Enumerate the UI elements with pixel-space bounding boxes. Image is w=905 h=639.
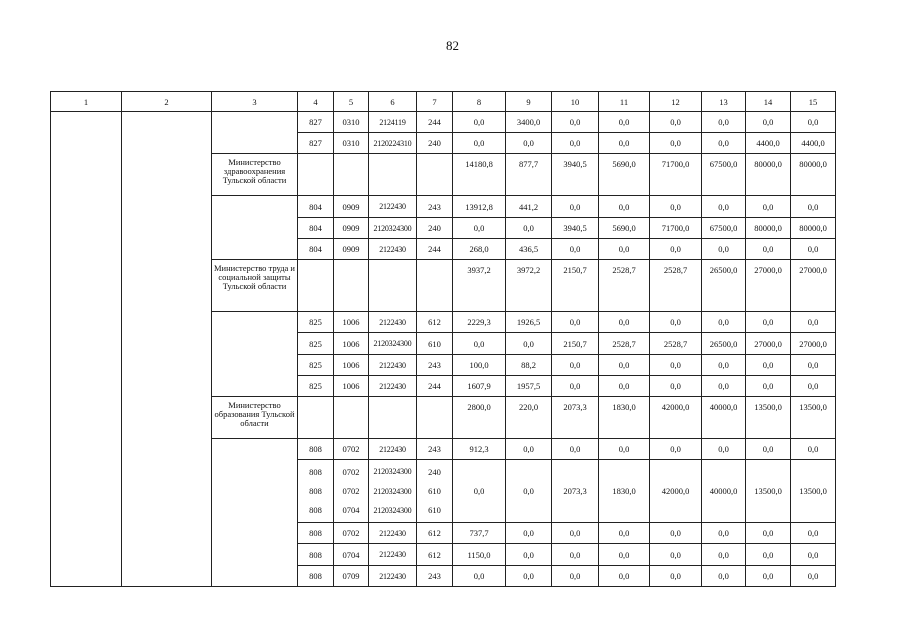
value-cell: 3937,2	[453, 260, 506, 312]
code-stack	[369, 462, 416, 520]
code-cell: 2122430	[369, 355, 417, 376]
code-cell: 240	[417, 218, 453, 239]
value-cell	[369, 397, 417, 439]
value-cell: 0,0	[453, 218, 506, 239]
value-cell: 0,0	[599, 355, 650, 376]
value-cell: 0,0	[599, 133, 650, 154]
code-cell: 825	[298, 312, 334, 333]
column-header: 15	[791, 92, 836, 112]
value-cell: 0,0	[599, 566, 650, 587]
code-cell	[369, 460, 417, 523]
value-cell: 0,0	[650, 239, 702, 260]
value-cell: 2528,7	[599, 260, 650, 312]
value-cell	[417, 260, 453, 312]
budget-table	[50, 91, 836, 587]
code-cell: 0709	[334, 566, 369, 587]
code-cell: 2122430	[369, 544, 417, 566]
value-cell: 0,0	[506, 566, 552, 587]
code-cell: 827	[298, 112, 334, 133]
code-line: 808	[309, 505, 322, 515]
value-cell: 0,0	[746, 239, 791, 260]
value-cell: 0,0	[552, 239, 599, 260]
code-cell: 808	[298, 523, 334, 544]
value-cell: 42000,0	[650, 460, 702, 523]
code-cell: 0909	[334, 239, 369, 260]
value-cell	[334, 260, 369, 312]
value-cell: 0,0	[650, 133, 702, 154]
col3-cell	[212, 112, 298, 154]
value-cell: 13500,0	[746, 460, 791, 523]
code-cell: 804	[298, 196, 334, 218]
code-cell: 808	[298, 544, 334, 566]
value-cell: 0,0	[650, 196, 702, 218]
value-cell: 13500,0	[791, 397, 836, 439]
value-cell: 0,0	[453, 133, 506, 154]
code-cell: 2120224310	[369, 133, 417, 154]
column-header: 3	[212, 92, 298, 112]
code-cell: 2122430	[369, 523, 417, 544]
code-cell: 1006	[334, 355, 369, 376]
value-cell: 0,0	[791, 566, 836, 587]
value-cell: 737,7	[453, 523, 506, 544]
value-cell: 42000,0	[650, 397, 702, 439]
col3-cell	[212, 312, 298, 397]
value-cell: 0,0	[650, 355, 702, 376]
value-cell: 0,0	[650, 523, 702, 544]
column-header: 12	[650, 92, 702, 112]
code-cell: 1006	[334, 333, 369, 355]
value-cell: 2528,7	[599, 333, 650, 355]
code-cell: 827	[298, 133, 334, 154]
column-header: 8	[453, 92, 506, 112]
value-cell: 0,0	[506, 333, 552, 355]
column-header: 7	[417, 92, 453, 112]
organization-name: Министерство образования Тульской области	[212, 397, 298, 439]
code-cell: 612	[417, 544, 453, 566]
value-cell: 2150,7	[552, 260, 599, 312]
value-cell: 0,0	[552, 312, 599, 333]
column-header: 2	[122, 92, 212, 112]
value-cell: 441,2	[506, 196, 552, 218]
code-cell: 0702	[334, 523, 369, 544]
value-cell: 80000,0	[791, 154, 836, 196]
value-cell: 0,0	[506, 133, 552, 154]
value-cell: 0,0	[599, 439, 650, 460]
column-header: 14	[746, 92, 791, 112]
value-cell	[298, 397, 334, 439]
code-cell: 804	[298, 239, 334, 260]
value-cell: 80000,0	[746, 218, 791, 239]
code-cell: 0310	[334, 112, 369, 133]
value-cell: 436,5	[506, 239, 552, 260]
value-cell: 0,0	[650, 544, 702, 566]
code-stack	[300, 462, 331, 520]
value-cell: 0,0	[702, 523, 746, 544]
value-cell: 0,0	[453, 460, 506, 523]
code-cell: 825	[298, 376, 334, 397]
col3-cell	[212, 439, 298, 587]
column-header: 13	[702, 92, 746, 112]
value-cell: 0,0	[791, 439, 836, 460]
value-cell: 0,0	[650, 566, 702, 587]
value-cell: 0,0	[506, 439, 552, 460]
page-number: 82	[446, 38, 459, 53]
value-cell: 4400,0	[791, 133, 836, 154]
code-cell: 0909	[334, 218, 369, 239]
value-cell: 0,0	[702, 544, 746, 566]
value-cell: 0,0	[506, 544, 552, 566]
value-cell: 0,0	[599, 523, 650, 544]
value-cell: 0,0	[650, 376, 702, 397]
code-line: 240	[428, 467, 441, 477]
column-header: 10	[552, 92, 599, 112]
value-cell: 0,0	[791, 312, 836, 333]
column-header: 4	[298, 92, 334, 112]
value-cell	[298, 154, 334, 196]
value-cell	[417, 154, 453, 196]
value-cell: 0,0	[453, 566, 506, 587]
value-cell: 2229,3	[453, 312, 506, 333]
value-cell: 0,0	[552, 196, 599, 218]
code-cell: 808	[298, 566, 334, 587]
code-cell: 243	[417, 439, 453, 460]
value-cell: 71700,0	[650, 154, 702, 196]
code-cell	[417, 460, 453, 523]
value-cell: 0,0	[702, 133, 746, 154]
code-cell: 1006	[334, 312, 369, 333]
value-cell: 40000,0	[702, 397, 746, 439]
column-header: 5	[334, 92, 369, 112]
code-cell: 2122430	[369, 566, 417, 587]
value-cell: 4400,0	[746, 133, 791, 154]
value-cell: 877,7	[506, 154, 552, 196]
value-cell: 0,0	[599, 196, 650, 218]
value-cell: 0,0	[552, 376, 599, 397]
value-cell: 0,0	[702, 312, 746, 333]
code-cell: 1006	[334, 376, 369, 397]
code-line: 0702	[342, 467, 360, 477]
code-cell: 2122430	[369, 312, 417, 333]
column-header: 1	[51, 92, 122, 112]
value-cell: 0,0	[453, 112, 506, 133]
col3-cell	[212, 196, 298, 260]
value-cell: 268,0	[453, 239, 506, 260]
value-cell: 100,0	[453, 355, 506, 376]
code-cell: 0704	[334, 544, 369, 566]
value-cell: 1607,9	[453, 376, 506, 397]
value-cell	[417, 397, 453, 439]
value-cell: 0,0	[702, 376, 746, 397]
value-cell: 0,0	[650, 312, 702, 333]
value-cell: 0,0	[599, 312, 650, 333]
code-cell: 610	[417, 333, 453, 355]
value-cell: 0,0	[552, 566, 599, 587]
code-line: 0704	[342, 505, 360, 515]
value-cell: 3940,5	[552, 218, 599, 239]
code-cell: 2122430	[369, 439, 417, 460]
code-cell: 2120324300	[369, 218, 417, 239]
value-cell: 67500,0	[702, 154, 746, 196]
value-cell: 13500,0	[746, 397, 791, 439]
value-cell: 0,0	[552, 112, 599, 133]
value-cell: 0,0	[746, 566, 791, 587]
value-cell: 0,0	[506, 460, 552, 523]
value-cell: 1957,5	[506, 376, 552, 397]
code-cell: 243	[417, 566, 453, 587]
code-line: 2120324300	[373, 486, 412, 496]
value-cell: 2073,3	[552, 397, 599, 439]
value-cell: 0,0	[746, 544, 791, 566]
value-cell: 0,0	[791, 239, 836, 260]
value-cell: 0,0	[702, 355, 746, 376]
value-cell: 0,0	[791, 196, 836, 218]
value-cell: 0,0	[552, 439, 599, 460]
value-cell: 71700,0	[650, 218, 702, 239]
value-cell: 0,0	[506, 218, 552, 239]
value-cell	[334, 397, 369, 439]
value-cell: 0,0	[552, 523, 599, 544]
code-line: 2120324300	[373, 506, 412, 515]
code-cell: 0310	[334, 133, 369, 154]
value-cell	[334, 154, 369, 196]
value-cell: 0,0	[702, 196, 746, 218]
value-cell: 0,0	[702, 112, 746, 133]
value-cell: 40000,0	[702, 460, 746, 523]
code-cell: 2122430	[369, 239, 417, 260]
code-cell: 244	[417, 239, 453, 260]
value-cell: 2150,7	[552, 333, 599, 355]
code-line: 610	[428, 505, 441, 515]
code-line: 610	[428, 486, 441, 496]
code-cell	[298, 460, 334, 523]
value-cell	[298, 260, 334, 312]
value-cell: 13912,8	[453, 196, 506, 218]
value-cell: 1150,0	[453, 544, 506, 566]
organization-name: Министерство труда и социальной защиты Тульской области	[212, 260, 298, 312]
value-cell: 5690,0	[599, 154, 650, 196]
value-cell: 0,0	[791, 112, 836, 133]
value-cell: 0,0	[746, 523, 791, 544]
code-cell: 612	[417, 312, 453, 333]
code-cell: 825	[298, 333, 334, 355]
value-cell: 0,0	[599, 239, 650, 260]
code-cell: 2122430	[369, 376, 417, 397]
value-cell: 0,0	[746, 112, 791, 133]
code-cell: 2120324300	[369, 333, 417, 355]
code-cell: 244	[417, 112, 453, 133]
value-cell: 0,0	[453, 333, 506, 355]
value-cell: 0,0	[702, 239, 746, 260]
value-cell: 27000,0	[791, 260, 836, 312]
value-cell: 1926,5	[506, 312, 552, 333]
code-cell: 243	[417, 196, 453, 218]
code-cell: 0702	[334, 439, 369, 460]
value-cell	[369, 154, 417, 196]
code-cell: 0909	[334, 196, 369, 218]
code-line: 2120324300	[373, 467, 412, 476]
value-cell: 27000,0	[791, 333, 836, 355]
code-cell	[334, 460, 369, 523]
value-cell: 1830,0	[599, 460, 650, 523]
value-cell: 0,0	[791, 523, 836, 544]
value-cell: 0,0	[599, 376, 650, 397]
value-cell: 27000,0	[746, 260, 791, 312]
value-cell: 0,0	[746, 439, 791, 460]
value-cell: 88,2	[506, 355, 552, 376]
value-cell: 0,0	[702, 439, 746, 460]
value-cell: 13500,0	[791, 460, 836, 523]
value-cell: 0,0	[506, 523, 552, 544]
value-cell: 0,0	[746, 196, 791, 218]
code-stack	[419, 462, 450, 520]
value-cell: 0,0	[746, 312, 791, 333]
code-cell: 244	[417, 376, 453, 397]
value-cell: 912,3	[453, 439, 506, 460]
column-header: 11	[599, 92, 650, 112]
value-cell: 3400,0	[506, 112, 552, 133]
value-cell: 0,0	[746, 376, 791, 397]
value-cell: 2800,0	[453, 397, 506, 439]
value-cell: 3972,2	[506, 260, 552, 312]
value-cell: 0,0	[599, 544, 650, 566]
value-cell: 80000,0	[791, 218, 836, 239]
value-cell: 26500,0	[702, 260, 746, 312]
value-cell: 27000,0	[746, 333, 791, 355]
code-cell: 612	[417, 523, 453, 544]
code-line: 808	[309, 486, 322, 496]
column-header: 9	[506, 92, 552, 112]
value-cell: 0,0	[746, 355, 791, 376]
value-cell: 0,0	[552, 133, 599, 154]
value-cell: 0,0	[791, 544, 836, 566]
value-cell: 0,0	[702, 566, 746, 587]
col1-cell	[51, 112, 122, 587]
value-cell: 2528,7	[650, 333, 702, 355]
value-cell: 2528,7	[650, 260, 702, 312]
code-cell: 808	[298, 439, 334, 460]
value-cell: 0,0	[791, 355, 836, 376]
value-cell: 80000,0	[746, 154, 791, 196]
organization-name: Министерство здравоохранения Тульской области	[212, 154, 298, 196]
value-cell: 0,0	[791, 376, 836, 397]
table-row	[51, 112, 836, 133]
code-stack	[336, 462, 366, 520]
code-cell: 804	[298, 218, 334, 239]
code-line: 0702	[342, 486, 360, 496]
value-cell: 0,0	[599, 112, 650, 133]
value-cell: 220,0	[506, 397, 552, 439]
value-cell: 67500,0	[702, 218, 746, 239]
code-cell: 240	[417, 133, 453, 154]
value-cell: 14180,8	[453, 154, 506, 196]
value-cell: 26500,0	[702, 333, 746, 355]
value-cell: 0,0	[650, 112, 702, 133]
column-header: 6	[369, 92, 417, 112]
code-cell: 825	[298, 355, 334, 376]
header-row	[51, 92, 836, 112]
value-cell: 2073,3	[552, 460, 599, 523]
value-cell: 0,0	[552, 544, 599, 566]
value-cell	[369, 260, 417, 312]
code-cell: 2124119	[369, 112, 417, 133]
col2-cell	[122, 112, 212, 587]
value-cell: 1830,0	[599, 397, 650, 439]
code-cell: 2122430	[369, 196, 417, 218]
code-line: 808	[309, 467, 322, 477]
value-cell: 0,0	[650, 439, 702, 460]
value-cell: 0,0	[552, 355, 599, 376]
value-cell: 5690,0	[599, 218, 650, 239]
code-cell: 243	[417, 355, 453, 376]
value-cell: 3940,5	[552, 154, 599, 196]
